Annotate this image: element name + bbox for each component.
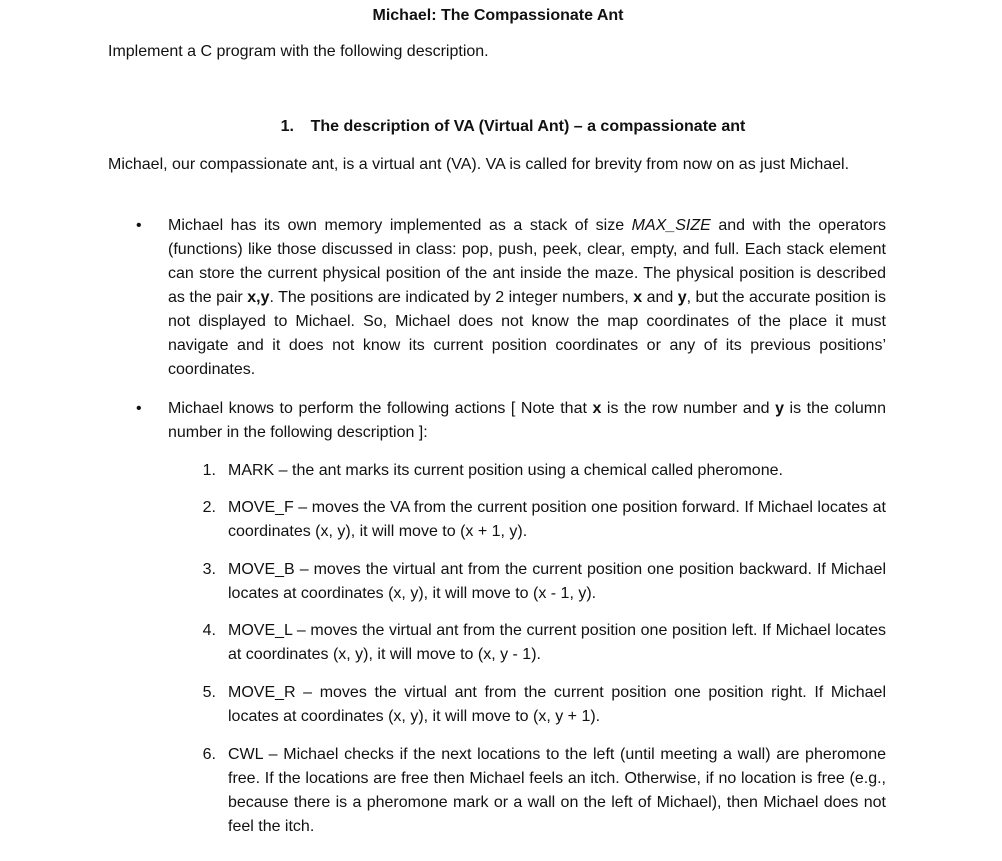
action-move-r: MOVE_R – moves the virtual ant from the current position one position right. If Michael locates at coordinates (x, y), it will move to (x, y + 1).	[228, 684, 886, 725]
bold-term: y	[677, 289, 687, 306]
text-run: Michael knows to perform the following actions [ Note that	[168, 400, 593, 417]
text-run: , but the accurate position is not displayed to Michael. So, Michael does not know the map coordinates of the place it must navigate and it does not know its current position coordinates or any of its previous positions’ coordinates.	[168, 289, 886, 378]
text-run: and	[642, 289, 678, 306]
section-title: The description of VA (Virtual Ant) – a compassionate ant	[310, 118, 746, 135]
action-move-l: MOVE_L – moves the virtual ant from the current position one position left. If Michael locates at coordinates (x, y), it will move to (x, y - 1).	[228, 622, 886, 663]
intro-text: Implement a C program with the following description.	[108, 43, 489, 60]
action-cwl: CWL – Michael checks if the next locations to the left (until meeting a wall) are pheromone free. If the locations are free then Michael feels an itch. Otherwise, if no location is free (e.g., because there is a pheromone mark or a wall on the left of Michael), then Michael does not feel the itch.	[228, 746, 886, 835]
bullet-actions	[168, 397, 886, 445]
bullet-marker: •	[136, 217, 142, 234]
text-run: is the row number and	[601, 400, 776, 417]
bold-term: x	[633, 289, 643, 306]
italic-term: MAX_SIZE	[631, 217, 711, 234]
action-number: 2.	[202, 499, 216, 516]
action-mark: MARK – the ant marks its current position using a chemical called pheromone.	[228, 462, 783, 479]
action-number: 6.	[202, 746, 216, 763]
action-number: 4.	[202, 622, 216, 639]
bullet-memory	[168, 214, 886, 382]
action-number: 3.	[202, 561, 216, 578]
document-title: Michael: The Compassionate Ant	[372, 7, 624, 24]
section-number: 1.	[280, 118, 294, 135]
action-number: 1.	[202, 462, 216, 479]
bold-term: x,y	[247, 289, 270, 306]
bullet-marker: •	[136, 400, 142, 417]
section-heading	[0, 116, 1002, 138]
intro-paragraph: Michael, our compassionate ant, is a virtual ant (VA). VA is called for brevity from now on as just Michael.	[108, 156, 850, 173]
action-move-f: MOVE_F – moves the VA from the current position one position forward. If Michael locates at coordinates (x, y), it will move to (x + 1, y).	[228, 499, 886, 540]
text-run: and with the operators (functions) like those discussed in class: pop, push, peek, clear, empty, and full. Each stack element can store the current physical position of the ant inside the maze. The physical position is described as the pair	[168, 217, 887, 306]
text-run: is the column number in the following description ]:	[168, 400, 887, 441]
text-run: . The positions are indicated by 2 integer numbers,	[269, 289, 634, 306]
bold-term: y	[775, 400, 785, 417]
action-number: 5.	[202, 684, 216, 701]
action-move-b: MOVE_B – moves the virtual ant from the current position one position backward. If Michael locates at coordinates (x, y), it will move to (x - 1, y).	[228, 561, 886, 602]
text-run: Michael has its own memory implemented as a stack of size	[168, 217, 632, 234]
bold-term: x	[592, 400, 602, 417]
